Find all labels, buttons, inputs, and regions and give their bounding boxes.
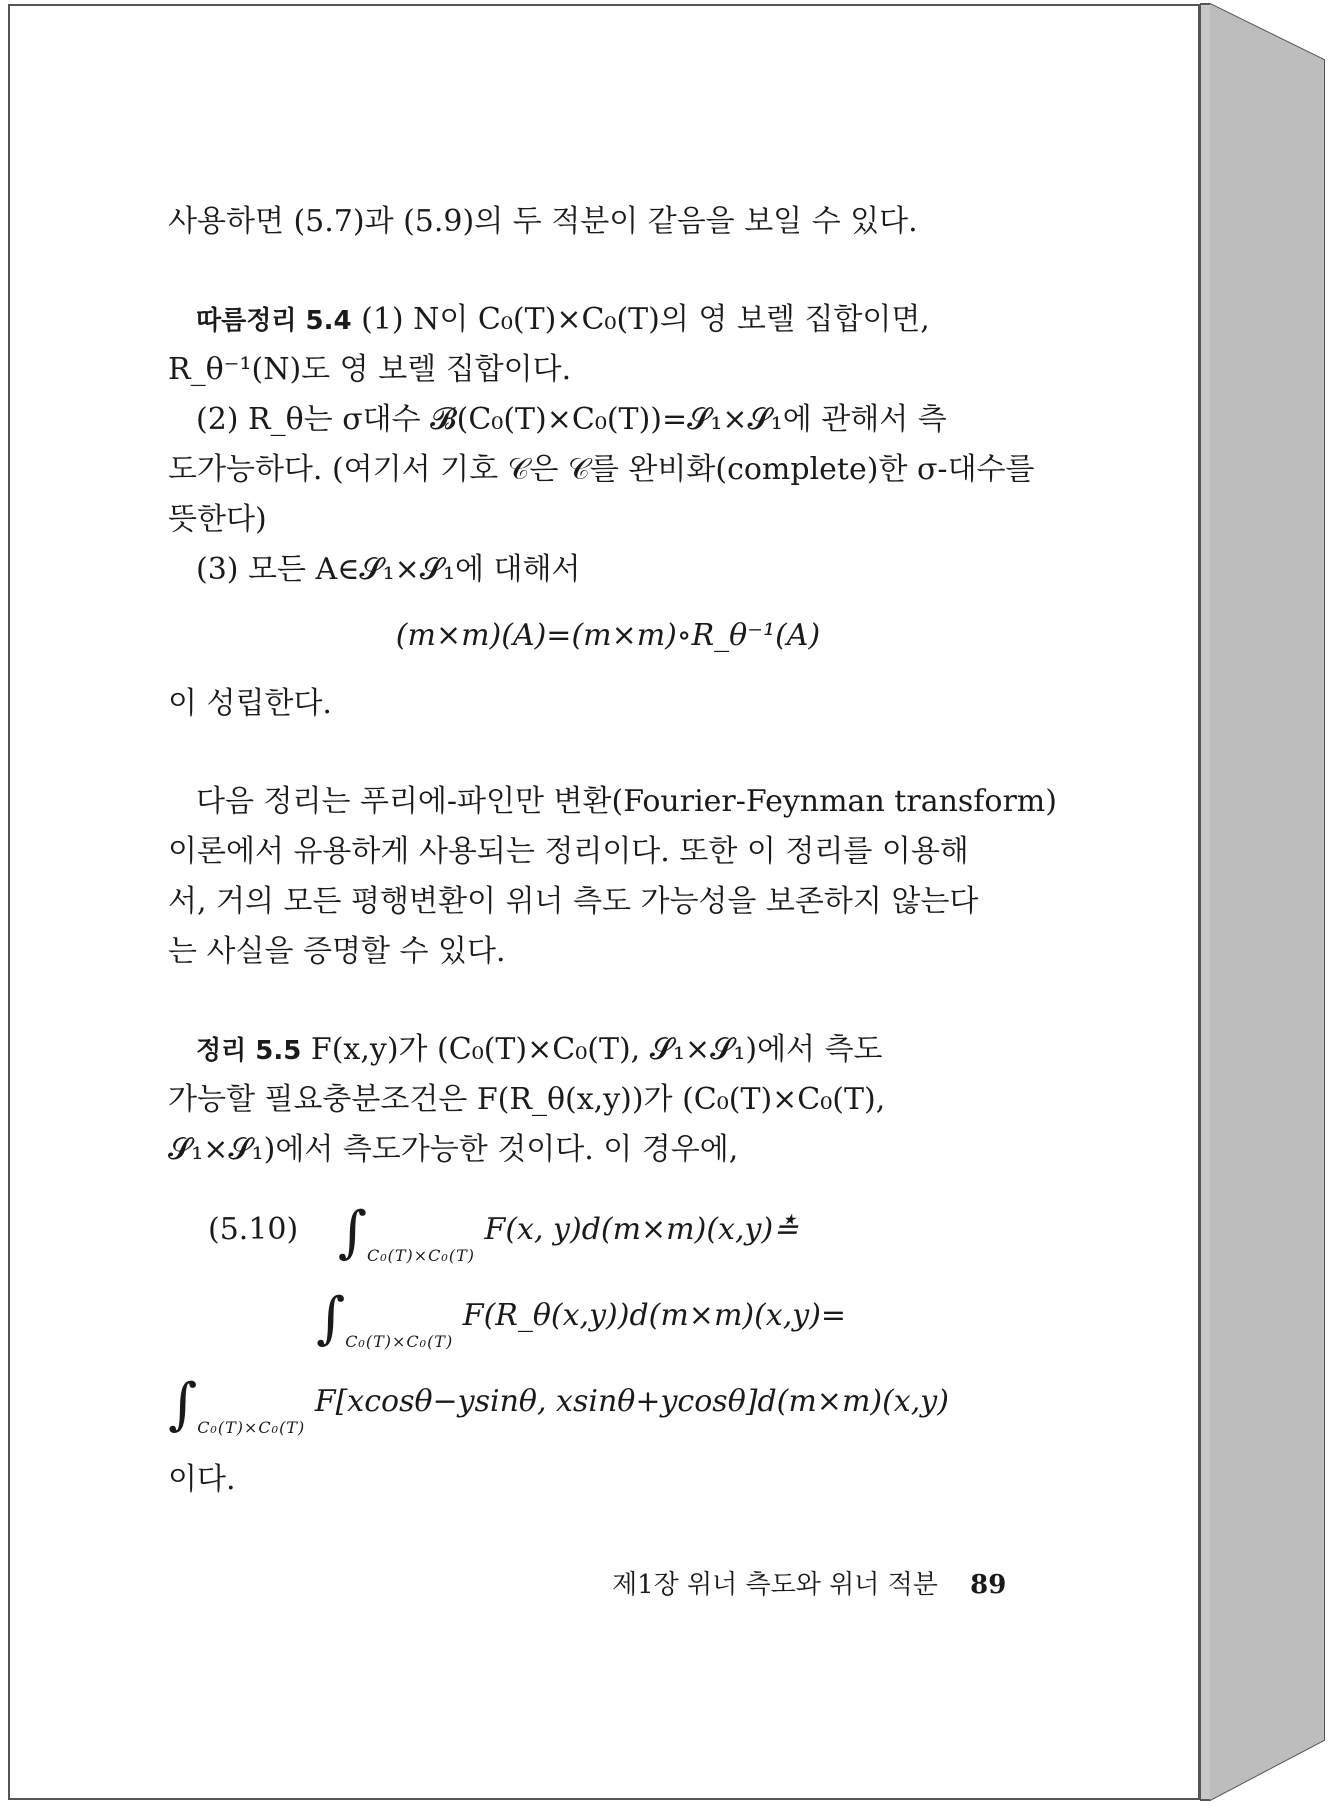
equation-line-2: [316, 1286, 847, 1368]
equation-line-3: [168, 1372, 949, 1454]
corollary-line: [196, 294, 930, 347]
integral-domain: C₀(T)×C₀(T): [366, 1246, 475, 1265]
text-line: 이 성립한다.: [168, 686, 332, 721]
integrand: F(x, y)d(m×m)(x,y)≛: [484, 1212, 799, 1247]
equation-label: (5.10): [208, 1212, 299, 1247]
integrand: F(R_θ(x,y))d(m×m)(x,y)=: [462, 1298, 847, 1333]
text-line: 이론에서 유용하게 사용되는 정리이다. 또한 이 정리를 이용해: [168, 834, 969, 869]
equation: (m×m)(A)=(m×m)∘R_θ⁻¹(A): [395, 618, 821, 653]
text-line: (3) 모든 A∈𝓢₁×𝓢₁에 대해서: [196, 552, 581, 587]
text-line: 서, 거의 모든 평행변환이 위너 측도 가능성을 보존하지 않는다: [168, 884, 979, 919]
theorem-label: 정리 5.5: [196, 1036, 302, 1066]
text-line: 가능할 필요충분조건은 F(R_θ(x,y))가 (C₀(T)×C₀(T),: [168, 1082, 886, 1117]
integral-sign: ∫: [168, 1372, 198, 1437]
chapter-title: 제1장 위너 측도와 위너 적분: [612, 1570, 938, 1600]
text-line: R_θ⁻¹(N)도 영 보렐 집합이다.: [168, 352, 572, 387]
integral-domain: C₀(T)×C₀(T): [197, 1418, 306, 1437]
page-number: 89: [970, 1570, 1007, 1600]
corollary-text: (1) N이 C₀(T)×C₀(T)의 영 보렐 집합이면,: [361, 302, 930, 337]
equation-line-1: [208, 1200, 799, 1282]
text-line: 사용하면 (5.7)과 (5.9)의 두 적분이 같음을 보일 수 있다.: [168, 204, 918, 239]
text-line: (2) R_θ는 σ대수 𝓑(C₀(T)×C₀(T))=𝓢₁×𝓢₁에 관해서 측: [196, 402, 947, 437]
text-line: 는 사실을 증명할 수 있다.: [168, 934, 506, 969]
integral-sign: ∫: [316, 1286, 346, 1351]
integral-domain: C₀(T)×C₀(T): [345, 1332, 454, 1351]
text-line: 이다.: [168, 1462, 236, 1497]
theorem-text: F(x,y)가 (C₀(T)×C₀(T), 𝓢₁×𝓢₁)에서 측도: [310, 1032, 883, 1067]
integrand: F[xcosθ−ysinθ, xsinθ+ycosθ]d(m×m)(x,y): [314, 1384, 949, 1419]
text-line: 도가능하다. (여기서 기호 𝒞은 𝒞를 완비화(complete)한 σ-대수를: [168, 452, 1035, 487]
page-footer: [612, 1564, 1006, 1601]
text-line: 𝓢₁×𝓢₁)에서 측도가능한 것이다. 이 경우에,: [168, 1132, 739, 1167]
text-line: 다음 정리는 푸리에-파인만 변환(Fourier-Feynman transform): [196, 784, 1057, 819]
integral-sign: ∫: [337, 1200, 367, 1265]
theorem-line: [196, 1024, 883, 1077]
book-spine: [1200, 0, 1334, 1806]
text-line: 뜻한다): [168, 502, 267, 537]
corollary-label: 따름정리 5.4: [196, 306, 352, 336]
